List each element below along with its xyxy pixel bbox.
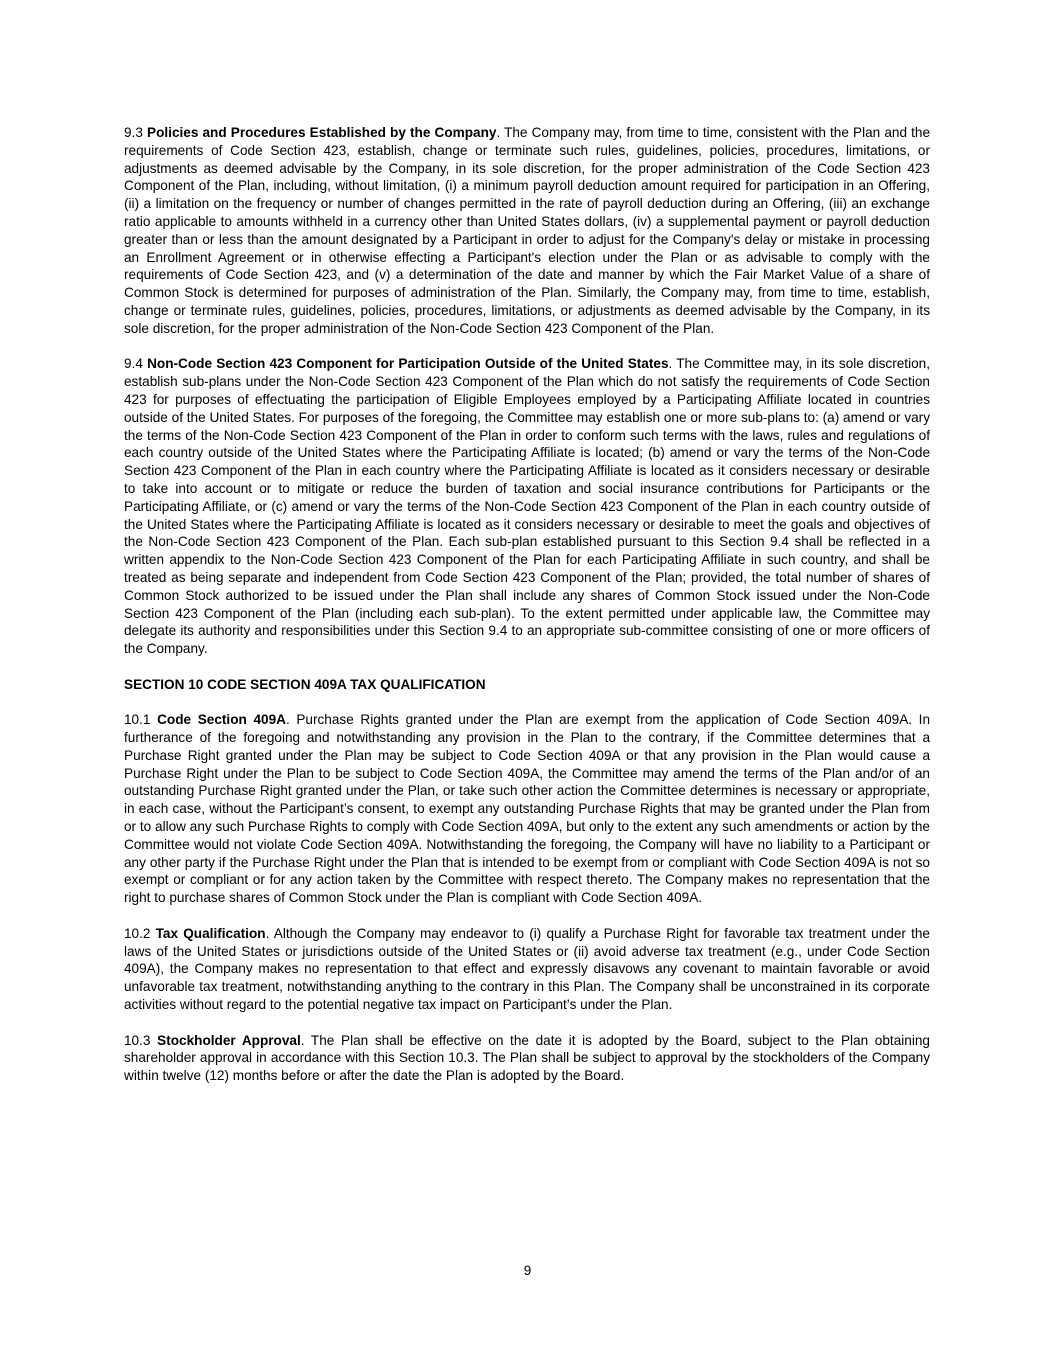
section-9-3-body: . The Company may, from time to time, consistent with the Plan and the requirements of Code Section 423, establish, change or terminate such rules, guidelines, policies, procedures, limitations, or adjustments as deemed advisable by the Company, in its sole discretion, for the proper administration of the Code Section 423 Component of the Plan, including, without limitation, (i) a minimum payroll deduction amount required for participation in an Offering, (ii) a limitation on the frequency or number of changes permitted in the rate of payroll deduction during an Offering, (iii) an exchange ratio applicable to amounts withheld in a currency other than United States dollars, (iv) a supplemental payment or payroll deduction greater than or less than the amount designated by a Participant in order to adjust for the Company's delay or mistake in processing an Enrollment Agreement or in otherwise effecting a Participant's election under the Plan or as advisable to comply with the requirements of Code Section 423, and (v) a determination of the date and manner by which the Fair Market Value of a share of Common Stock is determined for purposes of administration of the Plan. Similarly, the Company may, from time to time, establish, change or terminate rules, guidelines, policies, procedures, limitations, or adjustments as deemed advisable by the Company, in its sole discretion, for the proper administration of the Non-Code Section 423 Component of the Plan.	[124, 125, 931, 336]
page-number: 9	[523, 1263, 532, 1278]
section-10-3-body: . The Plan shall be effective on the date it is adopted by the Board, subject to the Plan obtaining shareholder approval in accordance with this Section 10.3. The Plan shall be subject to approval by the stockholders of the Company within twelve (12) months before or after the date the Plan is adopted by the Board.	[124, 1032, 930, 1084]
section-10-heading: SECTION 10 CODE SECTION 409A TAX QUALIFICATION	[124, 676, 486, 692]
section-9-3-number: 9.3	[124, 125, 143, 140]
section-10-2-paragraph	[124, 925, 930, 1014]
section-10-3-paragraph	[124, 1032, 930, 1085]
section-10-2-title: Tax Qualification	[155, 925, 266, 941]
section-10-1-title: Code Section 409A	[157, 712, 286, 728]
section-10-3-title: Stockholder Approval	[157, 1032, 301, 1048]
section-10-1-number: 10.1	[124, 712, 151, 728]
section-10-1-paragraph	[124, 711, 930, 907]
section-9-4-body: . The Committee may, in its sole discretion, establish sub-plans under the Non-Code Section 423 Component of the Plan which do not satisfy the requirements of Code Section 423 for purposes of effectuating the participation of Eligible Employees employed by a Participating Affiliate located in countries outside of the United States. For purposes of the foregoing, the Committee may establish one or more sub-plans to: (a) amend or vary the terms of the Non-Code Section 423 Component of the Plan in order to conform such terms with the laws, rules and regulations of each country outside of the United States where the Participating Affiliate is located; (b) amend or vary the terms of the Non-Code Section 423 Component of the Plan in each country where the Participating Affiliate is located as it considers necessary or desirable to take into account or to mitigate or reduce the burden of taxation and social insurance contributions for Participants or the Participating Affiliate, or (c) amend or vary the terms of the Non-Code Section 423 Component of the Plan in each country outside of the United States where the Participating Affiliate is located as it considers necessary or desirable to meet the goals and objectives of the Non-Code Section 423 Component of the Plan. Each sub-plan established pursuant to this Section 9.4 shall be reflected in a written appendix to the Non-Code Section 423 Component of the Plan for each Participating Affiliate in such country, and shall be treated as being separate and independent from Code Section 423 Component of the Plan; provided, the total number of shares of Common Stock authorized to be issued under the Plan shall include any shares of Common Stock issued under the Non-Code Section 423 Component of the Plan (including each sub-plan). To the extent permitted under applicable law, the Committee may delegate its authority and responsibilities under this Section 9.4 to an appropriate sub-committee consisting of one or more officers of the Company.	[124, 356, 930, 657]
document-page	[124, 124, 930, 1085]
section-10-2-body: . Although the Company may endeavor to (i) qualify a Purchase Right for favorable tax treatment under the laws of the United States or jurisdictions outside of the United States or (ii) avoid adverse tax treatment (e.g., under Code Section 409A), the Company makes no representation to that effect and expressly disavows any covenant to maintain favorable or avoid unfavorable tax treatment, notwithstanding anything to the contrary in this Plan. The Company shall be unconstrained in its corporate activities without regard to the potential negative tax impact on Participant’s under the Plan.	[124, 925, 930, 1013]
section-9-4-title: Non-Code Section 423 Component for Participation Outside of the United States	[147, 356, 669, 372]
section-9-4-number: 9.4	[124, 356, 143, 372]
section-10-1-body: . Purchase Rights granted under the Plan are exempt from the application of Code Section 409A. In furtherance of the foregoing and notwithstanding any provision in the Plan to the contrary, if the Committee determines that a Purchase Right granted under the Plan may be subject to Code Section 409A or that any provision in the Plan would cause a Purchase Right under the Plan to be subject to Code Section 409A, the Committee may amend the terms of the Plan and/or of an outstanding Purchase Right granted under the Plan, or take such other action the Committee determines is necessary or appropriate, in each case, without the Participant’s consent, to exempt any outstanding Purchase Rights that may be granted under the Plan from or to allow any such Purchase Rights to comply with Code Section 409A, but only to the extent any such amendments or action by the Committee would not violate Code Section 409A. Notwithstanding the foregoing, the Company will have no liability to a Participant or any other party if the Purchase Right under the Plan that is intended to be exempt from or compliant with Code Section 409A is not so exempt or compliant or for any action taken by the Committee with respect thereto. The Company makes no representation that the right to purchase shares of Common Stock under the Plan is compliant with Code Section 409A.	[124, 712, 931, 906]
section-10-2-number: 10.2	[124, 925, 151, 941]
section-10-3-number: 10.3	[124, 1032, 151, 1048]
section-9-3-paragraph	[124, 124, 930, 338]
section-9-4-paragraph	[124, 355, 930, 658]
section-9-3-title: Policies and Procedures Established by the Company	[147, 125, 497, 140]
